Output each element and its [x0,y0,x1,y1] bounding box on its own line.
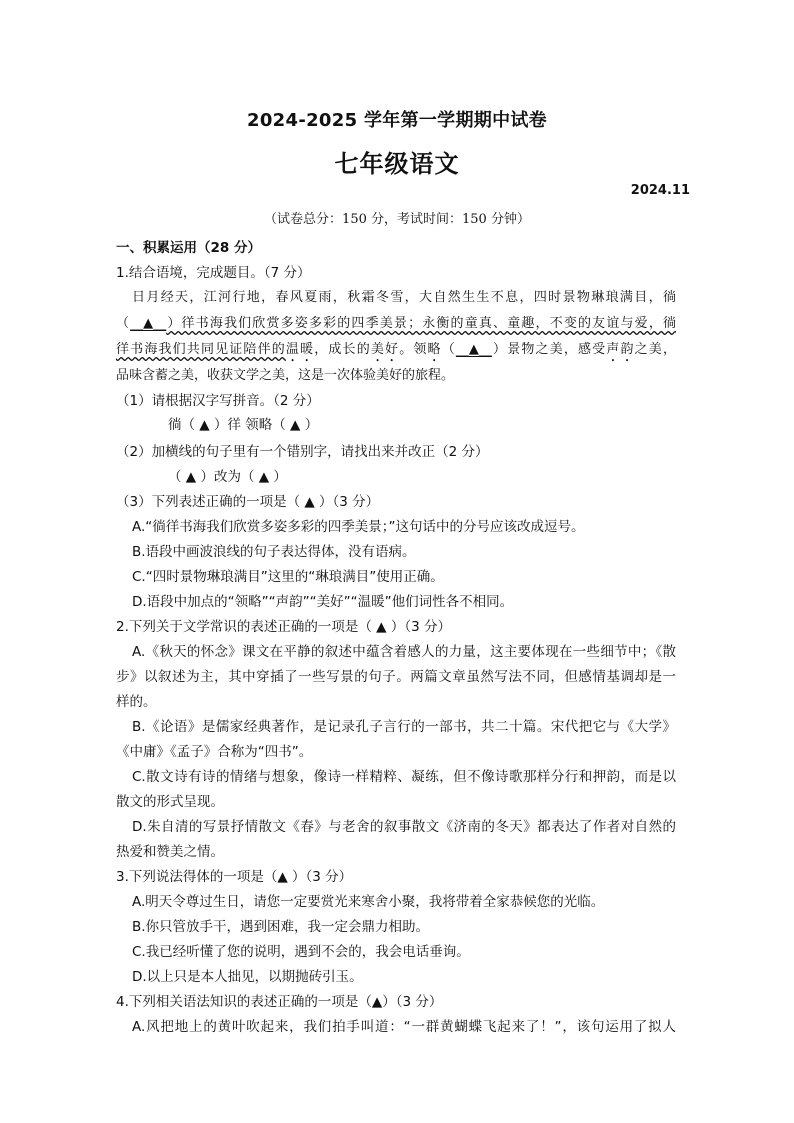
text: （ [441,342,456,357]
dotted-char-lue: 略 [427,342,442,357]
answer-blank-2[interactable]: __▲__ [455,342,492,357]
text: 。领 [399,342,428,357]
answer-blank-1[interactable]: __▲__ [130,316,167,331]
option-a-cont: 步》以叙述为主，其中穿插了一些写景的句子。两篇文章虽然写法不同，但感情基调却是一 [116,669,676,685]
text: ）景物之美，感受 [491,342,607,357]
q1-sub1-answer[interactable]: 徜（ ▲ ）徉 领略（ ▲ ） [168,417,319,433]
q1-sub2-answer[interactable]: （ ▲ ）改为（ ▲ ） [168,469,287,485]
option-b[interactable]: B.你只管放手干，遇到困难，我一定会鼎力相助。 [132,919,430,935]
option-a[interactable]: A.风把地上的黄叶吹起来，我们拍手叫道：“一群黄蝴蝶飞起来了！”，该句运用了拟人 [132,1019,676,1035]
wavy-sentence: ）徉书海我们欣赏多姿多彩的四季美景；永衡的童真、童趣，不变的友谊与爱，徜 [166,316,676,331]
option-b[interactable]: B.语段中画波浪线的句子表达得体，没有语病。 [132,544,416,560]
q1-sub3: （3）下列表述正确的一项是（ ▲ ）（3 分） [116,494,380,510]
q1-passage-line-1: 日月经天，江河行地，春风夏雨，秋霜冬雪，大自然生生不息，四时景物琳琅满目，徜 [132,290,676,305]
option-a-cont: 样的。 [116,694,157,710]
option-b[interactable]: B.《论语》是儒家经典著作，是记录孔子言行的一部书，共二十篇。宋代把它与《大学》 [132,719,676,735]
q1-passage-line-3 [116,338,676,365]
option-d-cont: 热爱和赞美之情。 [116,844,224,860]
q2-stem: 2.下列关于文学常识的表述正确的一项是（ ▲ ）（3 分） [116,619,451,635]
text: 之美， [634,342,676,357]
option-d[interactable]: D.以上只是本人拙见，以期抛砖引玉。 [132,969,363,985]
option-d[interactable]: D.朱自清的写景抒情散文《春》与老舍的叙事散文《济南的冬天》都表达了作者对自然的 [132,819,676,835]
dotted-word-shengyun: 声韵 [606,342,635,357]
option-b-cont: 《中庸》《孟子》合称为“四书”。 [116,744,313,760]
option-c-cont: 散文的形式呈现。 [116,794,224,810]
option-c[interactable]: C.散文诗有诗的情绪与想象，像诗一样精粹、凝练，但不像诗歌那样分行和押韵，而是以 [132,769,676,785]
dotted-word-meihao: 美好 [370,342,400,357]
subject-title: 七年级语文 [334,150,460,178]
exam-title: 2024-2025 学年第一学期期中试卷 [247,110,547,131]
q1-sub2: （2）加横线的句子里有一个错别字，请找出来并改正（2 分） [116,444,489,460]
q1-sub1: （1）请根据汉字写拼音。（2 分） [116,393,320,409]
dotted-word-wennuan: 温暖 [285,342,315,357]
section-heading: 一、积累运用（28 分） [116,240,261,256]
exam-date: 2024.11 [630,183,690,198]
q3-stem: 3.下列说法得体的一项是（▲ ）（3 分） [116,869,353,885]
option-a[interactable]: A.《秋天的怀念》课文在平静的叙述中蕴含着感人的力量，这主要体现在一些细节中；《散 [132,644,676,660]
exam-meta: （试卷总分：150 分，考试时间：150 分钟） [264,212,530,227]
option-c[interactable]: C.我已经听懂了您的说明，遇到不会的，我会电话垂询。 [132,944,470,960]
option-a[interactable]: A.“徜徉书海我们欣赏多姿多彩的四季美景；”这句话中的分号应该改成逗号。 [132,519,585,535]
option-a[interactable]: A.明天令尊过生日，请您一定要赏光来寒舍小聚，我将带着全家恭候您的光临。 [132,894,605,910]
wavy-sentence-cont: 徉书海我们共同见证陪伴的 [116,342,286,357]
paren: （ [116,316,131,331]
option-d[interactable]: D.语段中加点的“领略”“声韵”“美好”“温暖”他们词性各不相同。 [132,594,514,610]
text: ，成长的 [314,342,371,357]
q1-passage-line-4: 品味含蓄之美，收获文学之美，这是一次体验美好的旅程。 [116,368,455,383]
option-c[interactable]: C.“四时景物琳琅满目”这里的“琳琅满目”使用正确。 [132,569,444,585]
q1-passage-line-2 [116,312,676,331]
q4-stem: 4.下列相关语法知识的表述正确的一项是（▲）（3 分） [116,994,443,1010]
q1-stem: 1.结合语境，完成题目。（7 分） [116,265,311,281]
